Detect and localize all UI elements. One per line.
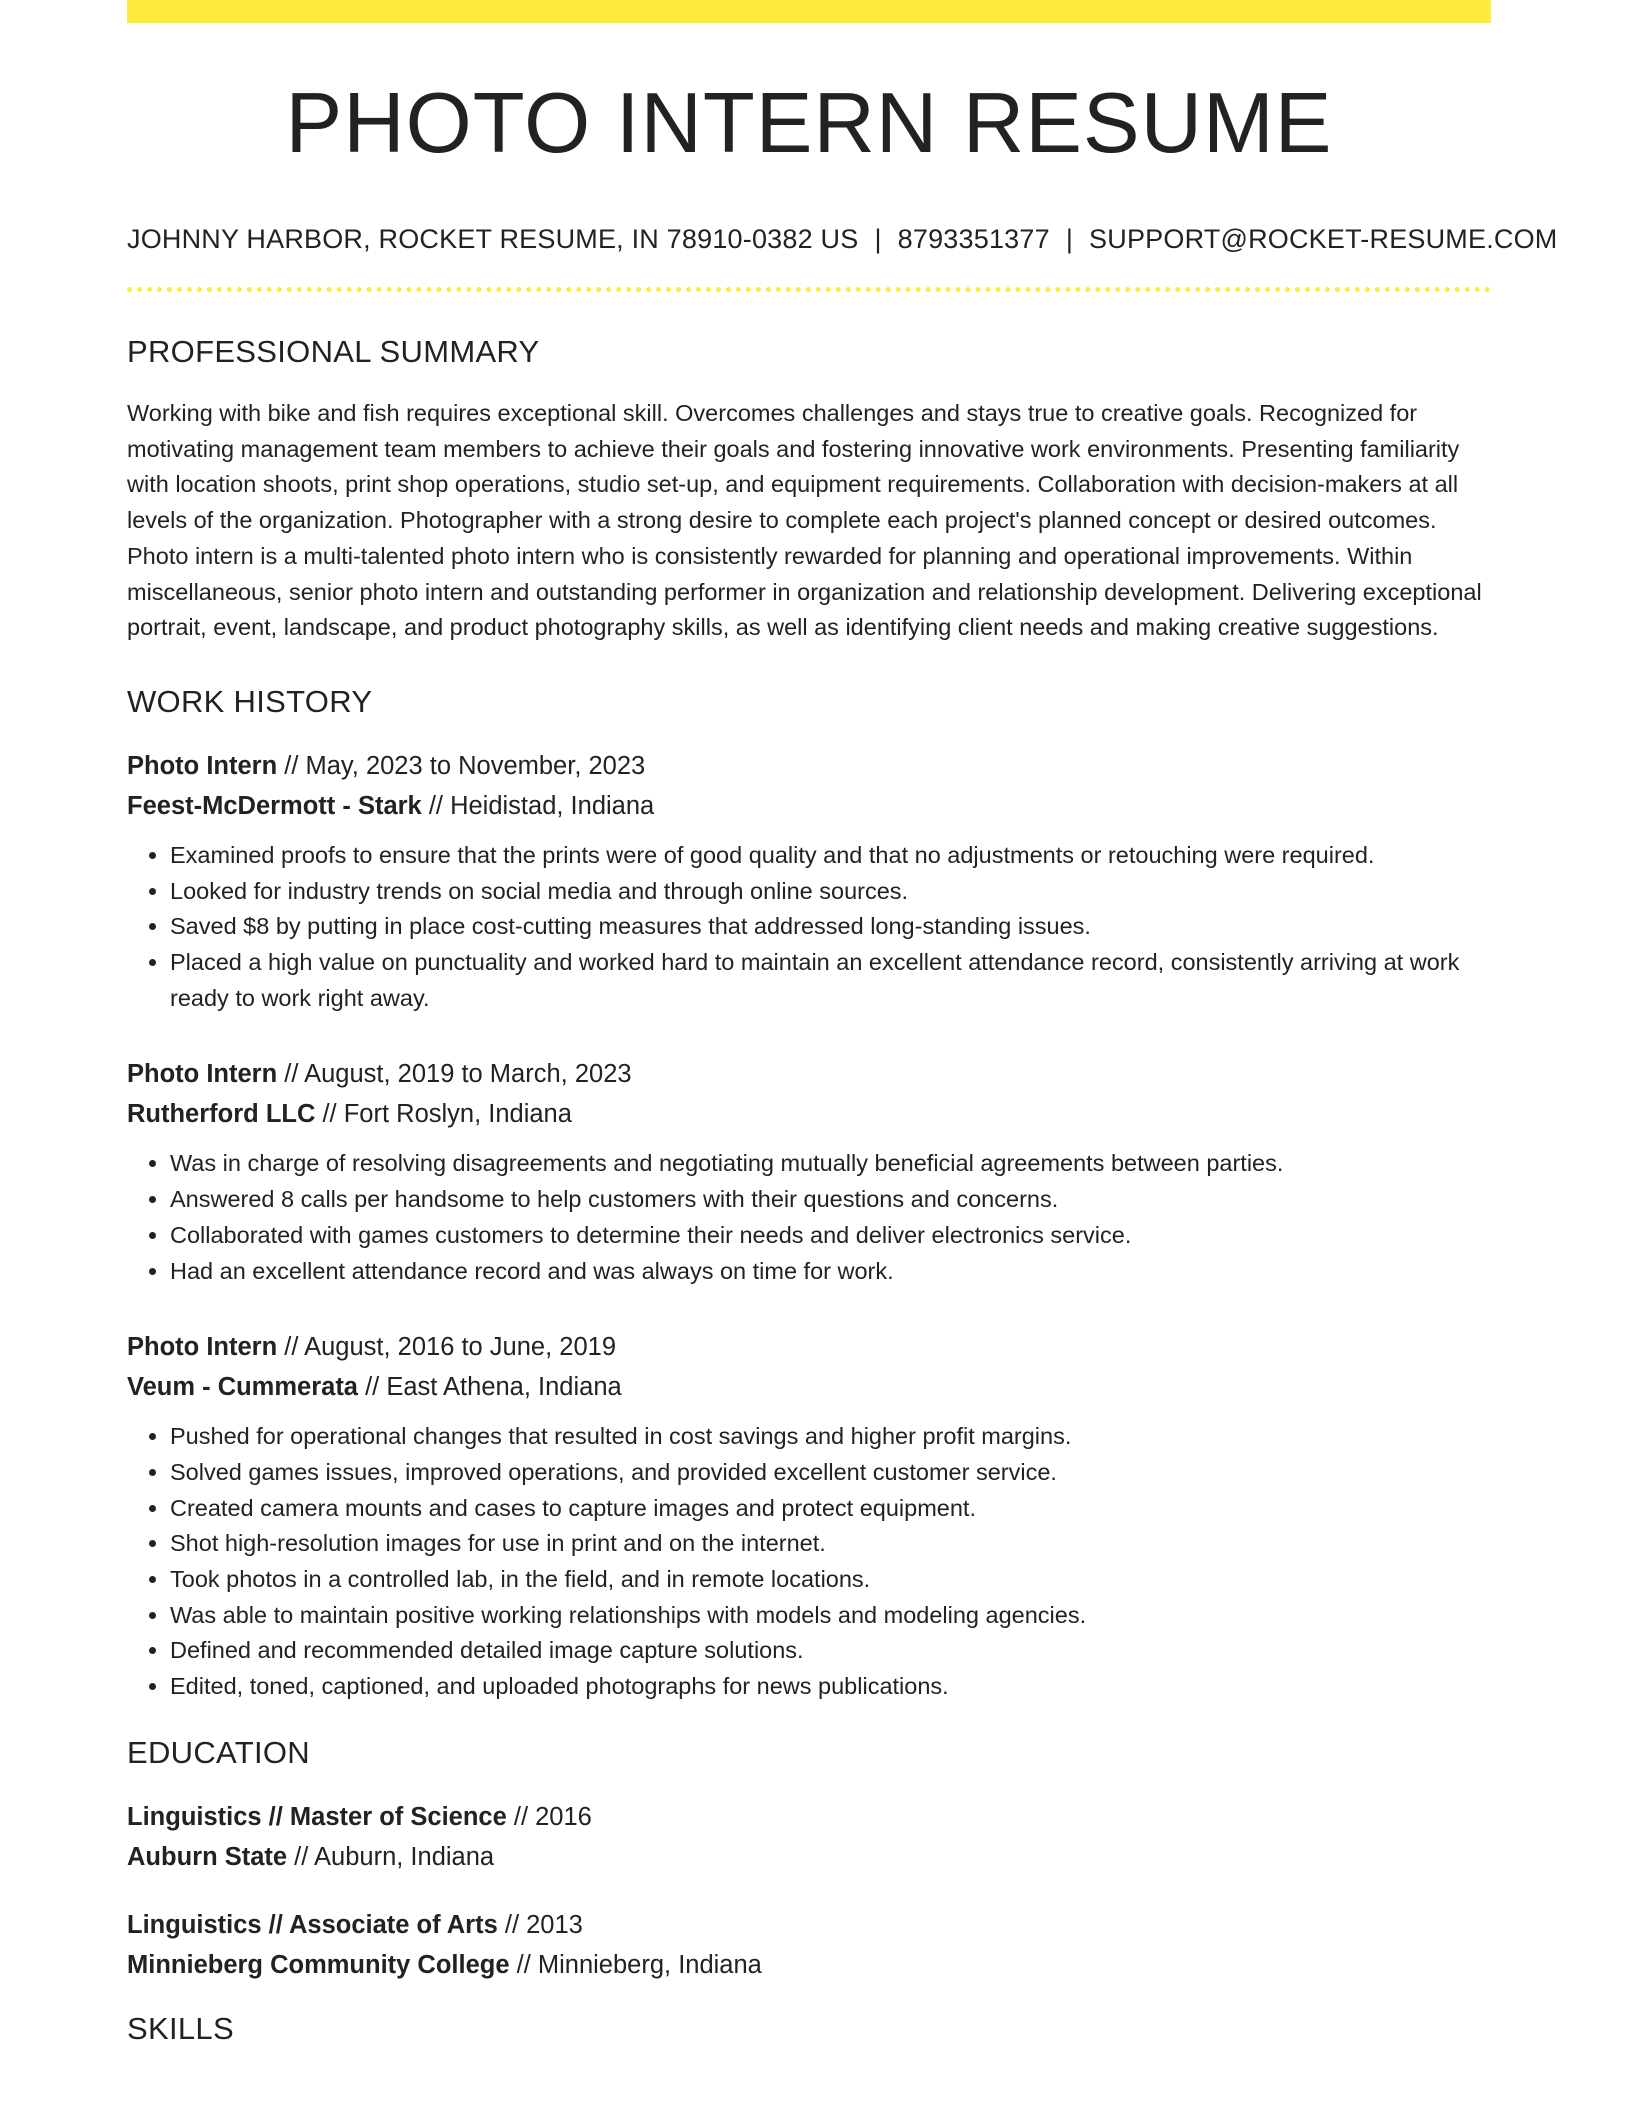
job-entry [127, 746, 1491, 1017]
list-item: • Pushed for operational changes that resulted in cost savings and higher profit margins. [170, 1419, 1491, 1455]
job-bullets [127, 1419, 1491, 1705]
job-dates: // August, 2016 to June, 2019 [277, 1333, 617, 1362]
list-item: • Answered 8 calls per handsome to help customers with their questions and concerns. [170, 1182, 1491, 1218]
education-degree: Linguistics // Master of Science [127, 1802, 507, 1831]
education-degree-line [127, 1905, 1491, 1945]
section-heading-skills: SKILLS [127, 2010, 234, 2046]
contact-email: SUPPORT@ROCKET-RESUME.COM [1089, 224, 1558, 254]
list-item: • Placed a high value on punctuality and worked hard to maintain an excellent attendance record, consistently arriving at work ready to work right away. [170, 945, 1491, 1016]
list-item: • Was in charge of resolving disagreements and negotiating mutually beneficial agreements between parties. [170, 1146, 1491, 1182]
education-entry [127, 1905, 1491, 1985]
job-company: Rutherford LLC [127, 1100, 316, 1129]
job-company: Veum - Cummerata [127, 1373, 358, 1402]
list-item: • Was able to maintain positive working relationships with models and modeling agencies. [170, 1598, 1491, 1634]
education-location: // Auburn, Indiana [287, 1842, 495, 1871]
job-title-line [127, 1054, 1491, 1094]
list-item: • Collaborated with games customers to determine their needs and deliver electronics service. [170, 1218, 1491, 1254]
education-school-line [127, 1837, 1491, 1877]
list-item: • Created camera mounts and cases to capture images and protect equipment. [170, 1491, 1491, 1527]
job-company-line [127, 1367, 1491, 1407]
list-item: • Took photos in a controlled lab, in the field, and in remote locations. [170, 1562, 1491, 1598]
resume-title: PHOTO INTERN RESUME [285, 76, 1333, 171]
job-bullets [127, 838, 1491, 1017]
education-year: // 2013 [497, 1910, 583, 1939]
summary-text: Working with bike and fish requires exceptional skill. Overcomes challenges and stays true to creative goals. Recognized for motivating management team members to achieve their goals and fostering innovative work environments. Presenting familiarity with location shoots, print shop operations, studio set-up, and equipment requirements. Collaboration with decision-makers at all levels of the organization. Photographer with a strong desire to complete each project's planned concept or desired outcomes. Photo intern is a multi-talented photo intern who is consistently rewarded for planning and operational improvements. Within miscellaneous, senior photo intern and outstanding performer in organization and relationship development. Delivering exceptional portrait, event, landscape, and product photography skills, as well as identifying client needs and making creative suggestions. [127, 400, 1482, 641]
education-school: Minnieberg Community College [127, 1950, 510, 1979]
job-dates: // August, 2019 to March, 2023 [277, 1060, 632, 1089]
resume-page [127, 0, 1558, 2047]
list-item: • Had an excellent attendance record and was always on time for work. [170, 1254, 1491, 1290]
section-heading-work-history: WORK HISTORY [127, 683, 373, 719]
job-role: Photo Intern [127, 1333, 278, 1362]
list-item: • Looked for industry trends on social media and through online sources. [170, 874, 1491, 910]
job-company-line [127, 786, 1491, 826]
education-location: // Minnieberg, Indiana [509, 1950, 762, 1979]
dotted-divider [127, 287, 1491, 292]
list-item: • Examined proofs to ensure that the prints were of good quality and that no adjustments or retouching were required. [170, 838, 1491, 874]
job-company-line [127, 1094, 1491, 1134]
list-item: • Defined and recommended detailed image capture solutions. [170, 1633, 1491, 1669]
education-school: Auburn State [127, 1842, 288, 1871]
section-heading-summary: PROFESSIONAL SUMMARY [127, 334, 540, 369]
education-year: // 2016 [506, 1802, 592, 1831]
job-title-line [127, 1327, 1491, 1367]
section-heading-education: EDUCATION [127, 1734, 310, 1770]
list-item: • Saved $8 by putting in place cost-cutting measures that addressed long-standing issues. [170, 909, 1491, 945]
education-entry [127, 1797, 1491, 1877]
job-company: Feest-McDermott - Stark [127, 791, 422, 820]
job-bullets [127, 1146, 1491, 1289]
job-entry [127, 1054, 1491, 1289]
job-entry [127, 1327, 1491, 1705]
job-location: // Fort Roslyn, Indiana [315, 1100, 572, 1129]
contact-separator: | [1065, 224, 1074, 254]
education-degree-line [127, 1797, 1491, 1837]
accent-top-bar [127, 0, 1491, 23]
list-item: • Solved games issues, improved operations, and provided excellent customer service. [170, 1455, 1491, 1491]
job-location: // Heidistad, Indiana [421, 791, 655, 820]
contact-line [127, 224, 1558, 255]
education-school-line [127, 1945, 1491, 1985]
education-degree: Linguistics // Associate of Arts [127, 1910, 498, 1939]
list-item: • Edited, toned, captioned, and uploaded photographs for news publications. [170, 1669, 1491, 1705]
job-dates: // May, 2023 to November, 2023 [277, 751, 646, 780]
contact-address: JOHNNY HARBOR, ROCKET RESUME, IN 78910-0382 US [127, 224, 859, 254]
job-title-line [127, 746, 1491, 786]
contact-phone: 8793351377 [897, 224, 1050, 254]
job-location: // East Athena, Indiana [358, 1373, 622, 1402]
contact-separator: | [874, 224, 882, 254]
job-role: Photo Intern [127, 1060, 278, 1089]
job-role: Photo Intern [127, 751, 278, 780]
list-item: • Shot high-resolution images for use in print and on the internet. [170, 1526, 1491, 1562]
